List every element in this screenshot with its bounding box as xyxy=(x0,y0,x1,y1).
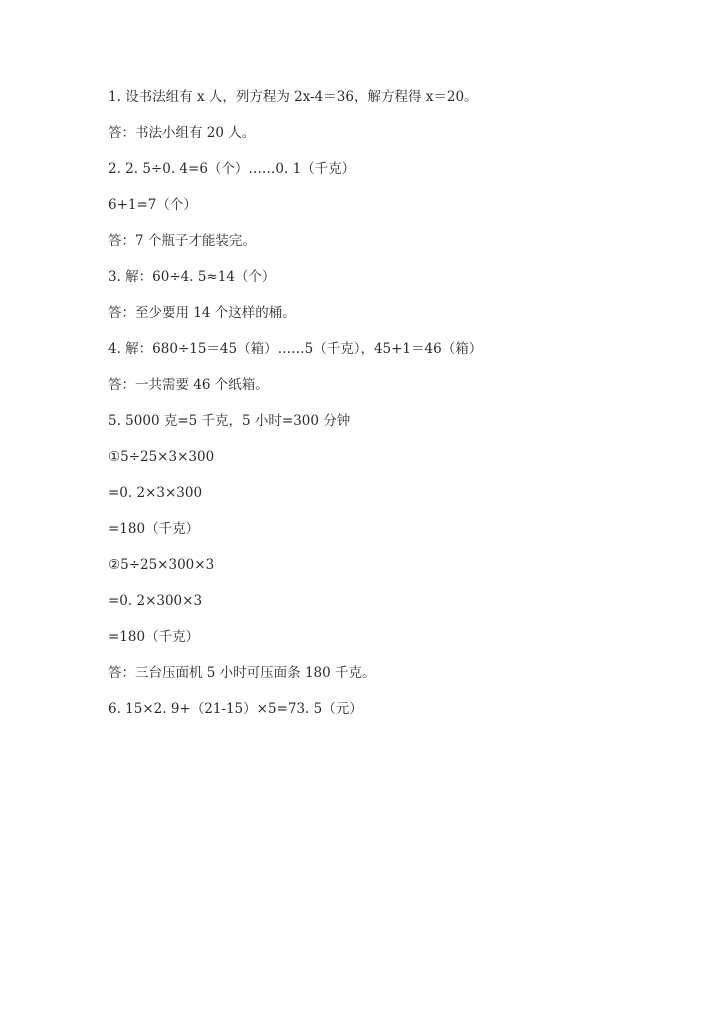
answer-line-3-answer: 答：至少要用 14 个这样的桶。 xyxy=(108,305,296,321)
answer-line-5-method1-step2: =0. 2×3×300 xyxy=(108,485,203,501)
answer-line-4-solution: 4. 解：680÷15＝45（箱）……5（千克），45+1＝46（箱） xyxy=(108,341,483,357)
answer-line-1-answer: 答：书法小组有 20 人。 xyxy=(108,125,256,141)
answer-line-2-sum: 6+1=7（个） xyxy=(108,197,197,213)
answer-line-3-solution: 3. 解：60÷4. 5≈14（个） xyxy=(108,269,276,285)
answer-line-4-answer: 答：一共需要 46 个纸箱。 xyxy=(108,377,269,393)
answer-line-2-answer: 答：7 个瓶子才能装完。 xyxy=(108,233,256,249)
answer-line-6-solution: 6. 15×2. 9+（21-15）×5=73. 5（元） xyxy=(108,701,363,717)
answer-line-5-answer: 答：三台压面机 5 小时可压面条 180 千克。 xyxy=(108,665,376,681)
answer-lines xyxy=(108,86,668,734)
answer-line-5-method2-step1: ②5÷25×300×3 xyxy=(108,557,215,573)
answer-line-5-conversion: 5. 5000 克=5 千克，5 小时=300 分钟 xyxy=(108,413,351,429)
answer-line-5-method1-step1: ①5÷25×3×300 xyxy=(108,449,215,465)
answer-line-2-division: 2. 2. 5÷0. 4=6（个）……0. 1（千克） xyxy=(108,161,356,177)
answer-line-5-method2-step2: =0. 2×300×3 xyxy=(108,593,203,609)
answer-line-5-method1-result: =180（千克） xyxy=(108,521,200,537)
answer-line-1-equation: 1. 设书法组有 x 人，列方程为 2x-4＝36，解方程得 x＝20。 xyxy=(108,89,478,105)
answer-line-5-method2-result: =180（千克） xyxy=(108,629,200,645)
